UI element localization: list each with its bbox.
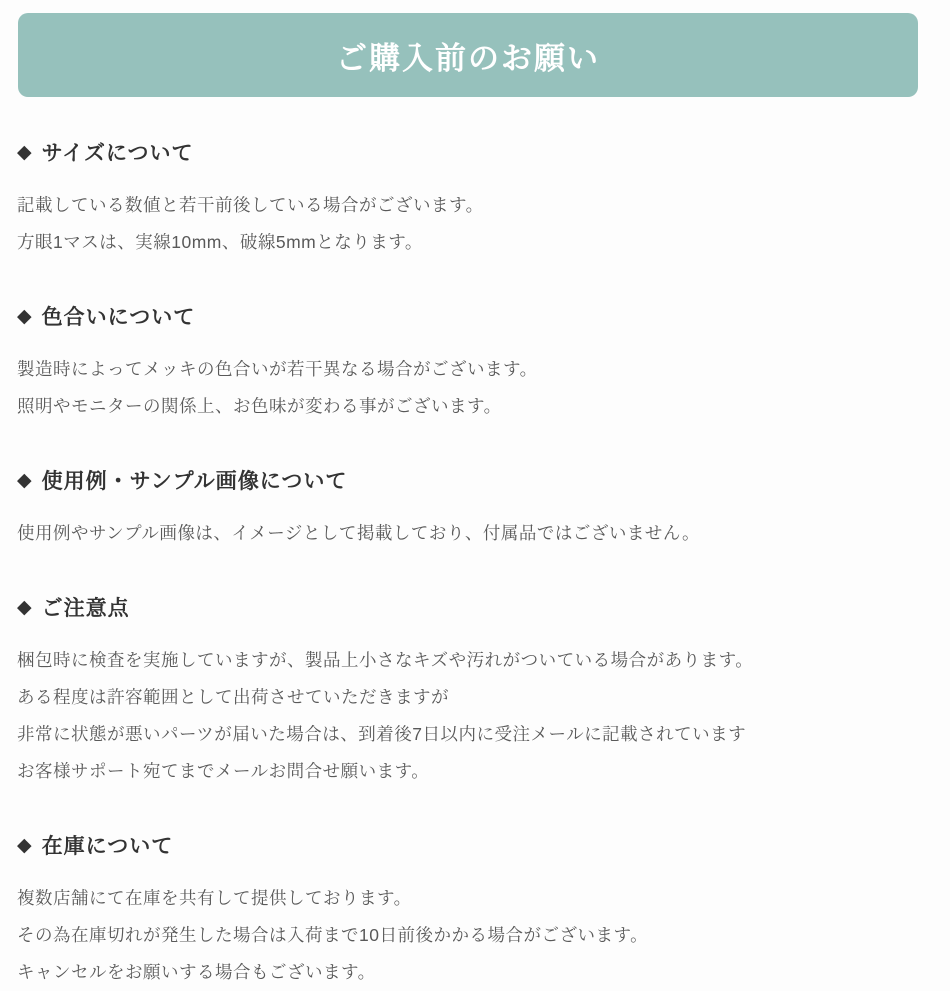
section-body [17,642,920,790]
notice-section [17,592,920,790]
section-body-line: 照明やモニターの関係上、お色味が変わる事がございます。 [17,396,502,416]
section-body-line: 複数店舗にて在庫を共有して提供しております。 [17,888,412,908]
section-body-line: その為在庫切れが発生した場合は入荷まで10日前後かかる場合がございます。 [17,925,649,945]
section-body [17,515,920,552]
section-heading-text: サイズについて [41,142,194,165]
notice-section [17,301,920,425]
section-body [17,187,920,261]
banner-title: ご購入前のお願い [336,40,600,76]
purchase-notice-banner [18,13,918,97]
section-body-line: 記載している数値と若干前後している場合がございます。 [17,195,484,215]
notice-section [17,465,920,552]
section-heading-text: 在庫について [41,835,174,858]
section-body [17,351,920,425]
diamond-icon: ◆ [17,469,33,491]
section-body-line: 製造時によってメッキの色合いが若干異なる場合がございます。 [17,359,538,379]
section-body-line: 梱包時に検査を実施していますが、製品上小さなキズや汚れがついている場合があります。 [17,650,754,670]
section-body-line: 方眼1マスは、実線10mm、破線5mmとなります。 [17,232,423,252]
section-heading [17,592,920,622]
section-body-line: 使用例やサンプル画像は、イメージとして掲載しており、付属品ではございません。 [17,523,700,543]
notice-section [17,830,920,991]
diamond-icon: ◆ [17,305,33,327]
diamond-icon: ◆ [17,834,33,856]
notice-sections-container [0,137,950,991]
section-body-line: キャンセルをお願いする場合もございます。 [17,962,376,982]
section-body-line: 非常に状態が悪いパーツが届いた場合は、到着後7日以内に受注メールに記載されています [17,724,747,744]
section-heading-text: ご注意点 [41,597,130,620]
section-heading [17,465,920,495]
section-heading-text: 色合いについて [41,306,196,329]
diamond-icon: ◆ [17,141,33,163]
section-heading [17,137,920,167]
section-heading-text: 使用例・サンプル画像について [41,470,348,493]
diamond-icon: ◆ [17,596,33,618]
section-body-line: お客様サポート宛てまでメールお問合せ願います。 [17,761,430,781]
section-heading [17,301,920,331]
section-body [17,880,920,991]
section-heading [17,830,920,860]
notice-section [17,137,920,261]
section-body-line: ある程度は許容範囲として出荷させていただきますが [17,687,449,707]
